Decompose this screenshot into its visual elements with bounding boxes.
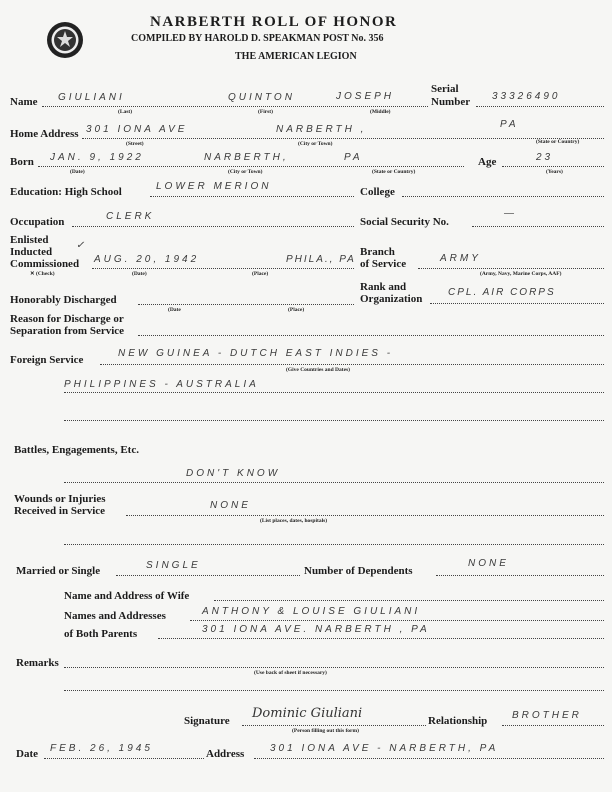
serial-line: [476, 106, 604, 107]
occupation-value[interactable]: CLERK: [106, 211, 155, 222]
parents-label-2: of Both Parents: [64, 628, 138, 640]
commission-place-hint: (Place): [252, 271, 269, 277]
reason-label-2: Separation from Service: [10, 325, 125, 337]
discharged-line: [138, 304, 354, 305]
discharged-label: Honorably Discharged: [10, 294, 117, 306]
battles-label: Battles, Engagements, Etc.: [14, 444, 139, 456]
rank-line: [430, 303, 604, 304]
social-security-line: [472, 226, 604, 227]
serial-label-2: Number: [431, 96, 471, 108]
age-label: Age: [478, 156, 497, 168]
rank-label-2: Organization: [360, 293, 423, 305]
discharge-place-hint: (Place): [288, 307, 305, 313]
home-address-label: Home Address: [10, 128, 79, 140]
form-compiled-by: COMPILED BY HAROLD D. SPEAKMAN POST No. 356: [131, 33, 384, 44]
city-hint: (City or Town): [298, 141, 333, 147]
date-label: Date: [16, 748, 38, 760]
give-countries-hint: (Give Countries and Dates): [286, 367, 351, 373]
college-label: College: [360, 186, 395, 198]
foreign-service-value-2[interactable]: PHILIPPINES - AUSTRALIA: [64, 379, 259, 390]
relationship-value[interactable]: BROTHER: [512, 710, 582, 721]
wounds-line: [126, 515, 604, 516]
age-hint: (Years): [546, 169, 563, 175]
home-address-line: [82, 138, 604, 139]
birth-city-value[interactable]: NARBERTH,: [204, 152, 289, 163]
social-security-value[interactable]: —: [504, 208, 517, 219]
serial-number-value[interactable]: 33326490: [492, 91, 561, 102]
parents-line-1: [190, 620, 604, 621]
inducted-label: Inducted: [10, 246, 53, 258]
address-line: [254, 758, 604, 759]
commission-date-value[interactable]: AUG. 20, 1942: [94, 254, 200, 265]
birth-state-value[interactable]: PA: [344, 152, 363, 163]
last-hint: (Last): [118, 109, 133, 115]
high-school-value[interactable]: LOWER MERION: [156, 181, 272, 192]
social-security-label: Social Security No.: [360, 216, 449, 228]
occupation-line: [72, 226, 354, 227]
age-line: [502, 166, 604, 167]
college-line: [402, 196, 604, 197]
marital-value[interactable]: SINGLE: [146, 560, 201, 571]
check-hint: ✕ (Check): [30, 271, 55, 277]
married-label: Married or Single: [16, 565, 101, 577]
commissioned-line: [92, 268, 354, 269]
street-value[interactable]: 301 IONA AVE: [86, 124, 188, 135]
american-legion-emblem-icon: [46, 21, 84, 59]
inducted-check-mark[interactable]: ✓: [76, 240, 85, 251]
wife-line: [214, 600, 604, 601]
form-organization: THE AMERICAN LEGION: [235, 51, 357, 62]
birth-city-hint: (City or Town): [228, 169, 263, 175]
dependents-label: Number of Dependents: [304, 565, 413, 577]
born-label: Born: [10, 156, 34, 168]
birth-date-hint: (Date): [70, 169, 85, 175]
commissioned-label: Commissioned: [10, 258, 80, 270]
wounds-line-2: [64, 544, 604, 545]
address-label: Address: [206, 748, 245, 760]
parents-names-value[interactable]: ANTHONY & LOUISE GIULIANI: [202, 606, 421, 617]
middle-name-value[interactable]: JOSEPH: [336, 91, 395, 102]
signature-line: [242, 725, 426, 726]
branch-hint: (Army, Navy, Marine Corps, AAF): [480, 271, 562, 277]
branch-label-2: of Service: [360, 258, 407, 270]
married-line: [116, 575, 300, 576]
born-line: [38, 166, 464, 167]
wounds-value[interactable]: NONE: [210, 500, 251, 511]
first-hint: (First): [258, 109, 273, 115]
date-line: [44, 758, 204, 759]
remarks-line-2: [64, 690, 604, 691]
birth-state-hint: (State or Country): [372, 169, 416, 175]
relationship-label: Relationship: [428, 715, 488, 727]
signature-label: Signature: [184, 715, 230, 727]
dependents-line: [436, 575, 604, 576]
date-value[interactable]: FEB. 26, 1945: [50, 743, 153, 754]
parents-address-value[interactable]: 301 IONA AVE. NARBERTH , PA: [202, 624, 430, 635]
battles-value[interactable]: DON'T KNOW: [186, 468, 281, 479]
name-line: [42, 106, 428, 107]
branch-line: [418, 268, 604, 269]
remarks-label: Remarks: [16, 657, 59, 669]
dependents-value[interactable]: NONE: [468, 558, 509, 569]
foreign-service-line-2: [64, 392, 604, 393]
branch-label-1: Branch: [360, 246, 395, 258]
parents-line-2: [158, 638, 604, 639]
occupation-label: Occupation: [10, 216, 65, 228]
use-back-hint: (Use back of sheet if necessary): [254, 670, 327, 676]
state-value[interactable]: PA: [500, 119, 519, 130]
wounds-label-2: Received in Service: [14, 505, 106, 517]
branch-value[interactable]: ARMY: [440, 253, 481, 264]
relationship-line: [502, 725, 604, 726]
commission-date-hint: (Date): [132, 271, 147, 277]
state-hint: (State or Country): [536, 139, 580, 145]
remarks-line: [64, 667, 604, 668]
signature-value[interactable]: Dominic Giuliani: [252, 706, 363, 721]
education-label: Education: High School: [10, 186, 122, 198]
middle-hint: (Middle): [370, 109, 391, 115]
commission-place-value[interactable]: PHILA., PA: [286, 254, 356, 265]
rank-label-1: Rank and: [360, 281, 407, 293]
age-value[interactable]: 23: [536, 152, 554, 163]
form-title: NARBERTH ROLL OF HONOR: [150, 14, 398, 30]
street-hint: (Street): [126, 141, 144, 147]
battles-line: [64, 482, 604, 483]
city-value[interactable]: NARBERTH ,: [276, 124, 367, 135]
reason-line: [138, 335, 604, 336]
foreign-service-line-1: [100, 364, 604, 365]
reason-label-1: Reason for Discharge or: [10, 313, 124, 325]
foreign-service-value-1[interactable]: NEW GUINEA - DUTCH EAST INDIES -: [118, 348, 394, 359]
name-label: Name: [10, 96, 38, 108]
enlisted-label: Enlisted: [10, 234, 49, 246]
last-name-value[interactable]: GIULIANI: [58, 92, 125, 103]
birth-date-value[interactable]: JAN. 9, 1922: [50, 152, 144, 163]
rank-org-value[interactable]: CPL. AIR CORPS: [448, 287, 556, 298]
wife-label: Name and Address of Wife: [64, 590, 190, 602]
foreign-service-label: Foreign Service: [10, 354, 84, 366]
wounds-label-1: Wounds or Injuries: [14, 493, 106, 505]
serial-label-1: Serial: [431, 83, 459, 95]
list-places-hint: (List places, dates, hospitals): [260, 518, 328, 524]
address-value[interactable]: 301 IONA AVE - NARBERTH, PA: [270, 743, 499, 754]
parents-label-1: Names and Addresses: [64, 610, 166, 622]
first-name-value[interactable]: QUINTON: [228, 92, 295, 103]
foreign-service-line-3: [64, 420, 604, 421]
person-filling-hint: (Person filling out this form): [292, 728, 359, 734]
high-school-line: [150, 196, 354, 197]
discharge-date-hint: (Date: [168, 307, 181, 313]
